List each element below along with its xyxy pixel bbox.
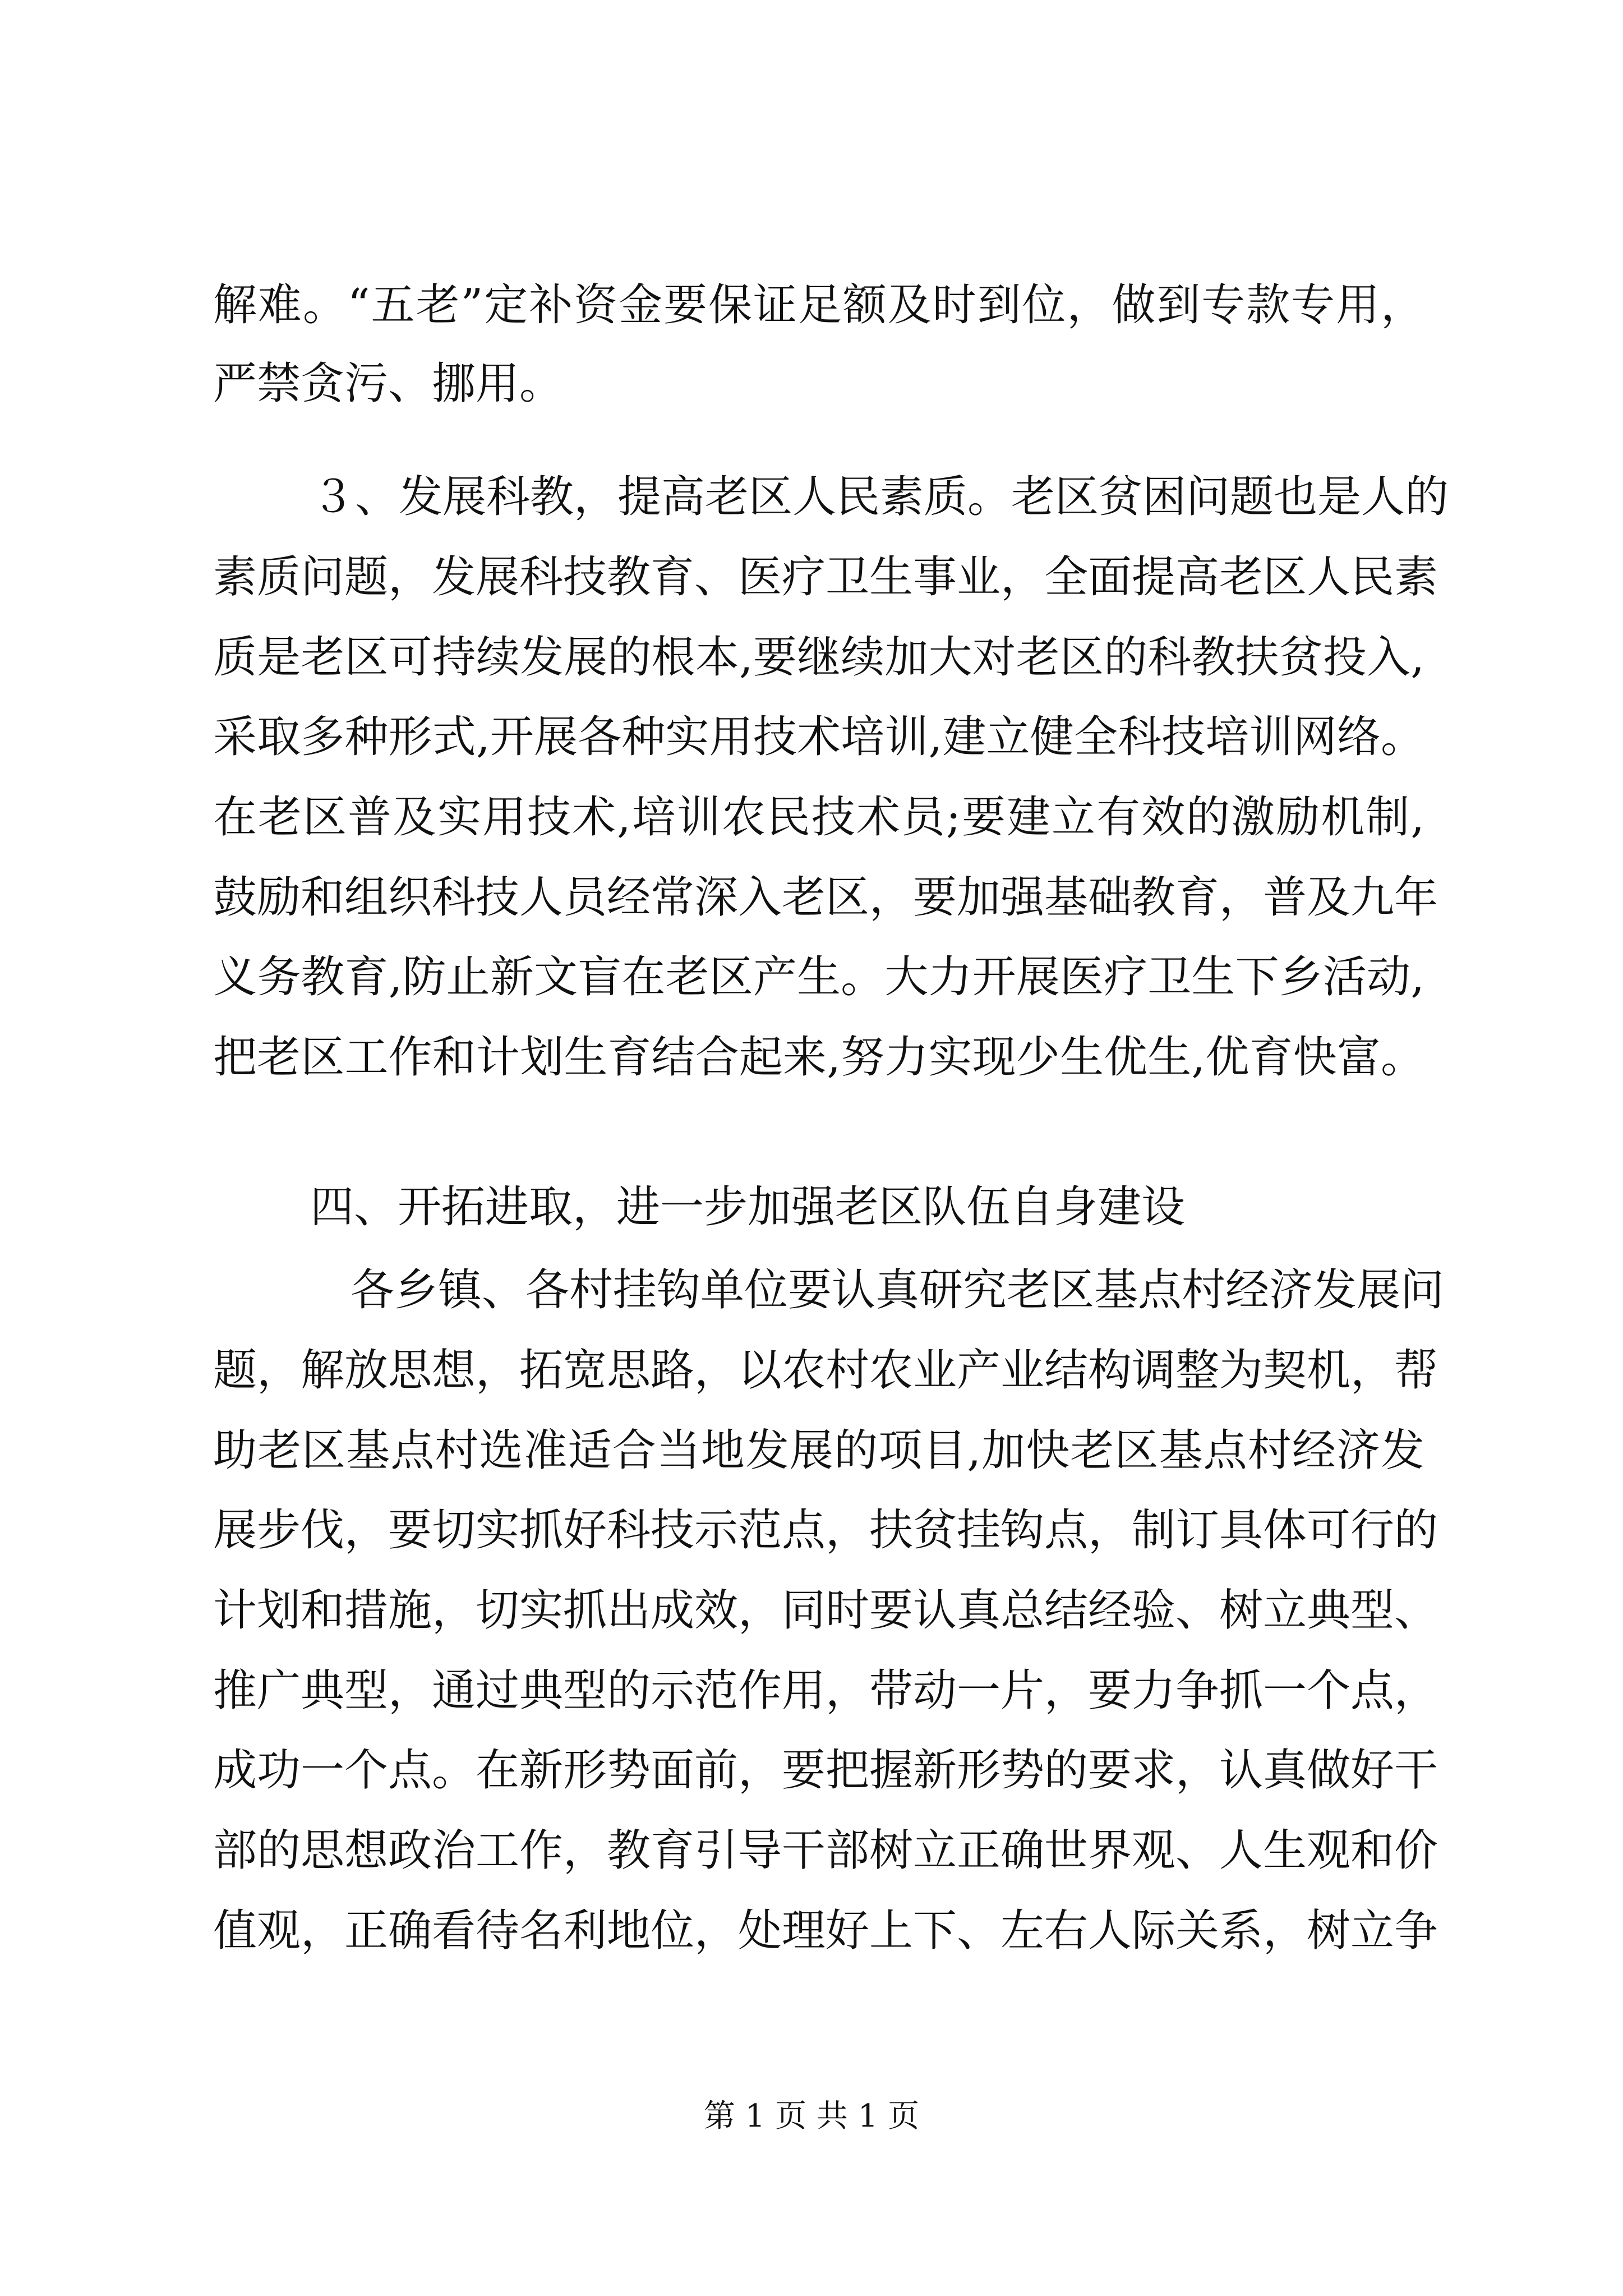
text-line: 在老区普及实用技术,培训农民技术员;要建立有效的激励机制,	[213, 792, 1424, 843]
text-line: 解难。“五老”定补资金要保证足额及时到位，做到专款专用，	[213, 280, 1424, 330]
text-line: 成功一个点。在新形势面前，要把握新形势的要求，认真做好干	[213, 1745, 1438, 1796]
text-line: 推广典型，通过典型的示范作用，带动一片，要力争抓一个点，	[213, 1665, 1438, 1716]
text-line: 展步伐，要切实抓好科技示范点，扶贫挂钩点，制订具体可行的	[213, 1505, 1438, 1556]
text-line: 义务教育,防止新文盲在老区产生。大力开展医疗卫生下乡活动,	[213, 952, 1424, 1002]
text-line: 助老区基点村选准适合当地发展的项目,加快老区基点村经济发	[213, 1425, 1424, 1476]
page-footer: 第 1 页 共 1 页	[703, 2098, 920, 2134]
text-line: 值观，正确看待名利地位，处理好上下、左右人际关系，树立争	[213, 1906, 1438, 1956]
section-heading: 四、开拓进取，进一步加强老区队伍自身建设	[310, 1182, 1186, 1232]
text-line: 严禁贪污、挪用。	[213, 358, 564, 409]
text-line: 质是老区可持续发展的根本,要继续加大对老区的科教扶贫投入,	[213, 632, 1424, 683]
text-line: 计划和措施，切实抓出成效，同时要认真总结经验、树立典型、	[213, 1585, 1438, 1636]
text-line: 把老区工作和计划生育结合起来,努力实现少生优生,优育快富。	[213, 1032, 1424, 1083]
text-line: 素质问题，发展科技教育、医疗卫生事业，全面提高老区人民素	[213, 552, 1438, 602]
text-line: 部的思想政治工作，教育引导干部树立正确世界观、人生观和价	[213, 1825, 1438, 1876]
text-line: ３、发展科教，提高老区人民素质。老区贫困问题也是人的	[311, 472, 1449, 522]
text-line: 题，解放思想，拓宽思路，以农村农业产业结构调整为契机，帮	[213, 1345, 1438, 1396]
text-line: 各乡镇、各村挂钩单位要认真研究老区基点村经济发展问	[351, 1265, 1445, 1315]
text-line: 鼓励和组织科技人员经常深入老区，要加强基础教育，普及九年	[213, 872, 1438, 923]
text-line: 采取多种形式,开展各种实用技术培训,建立健全科技培训网络。	[213, 712, 1424, 762]
